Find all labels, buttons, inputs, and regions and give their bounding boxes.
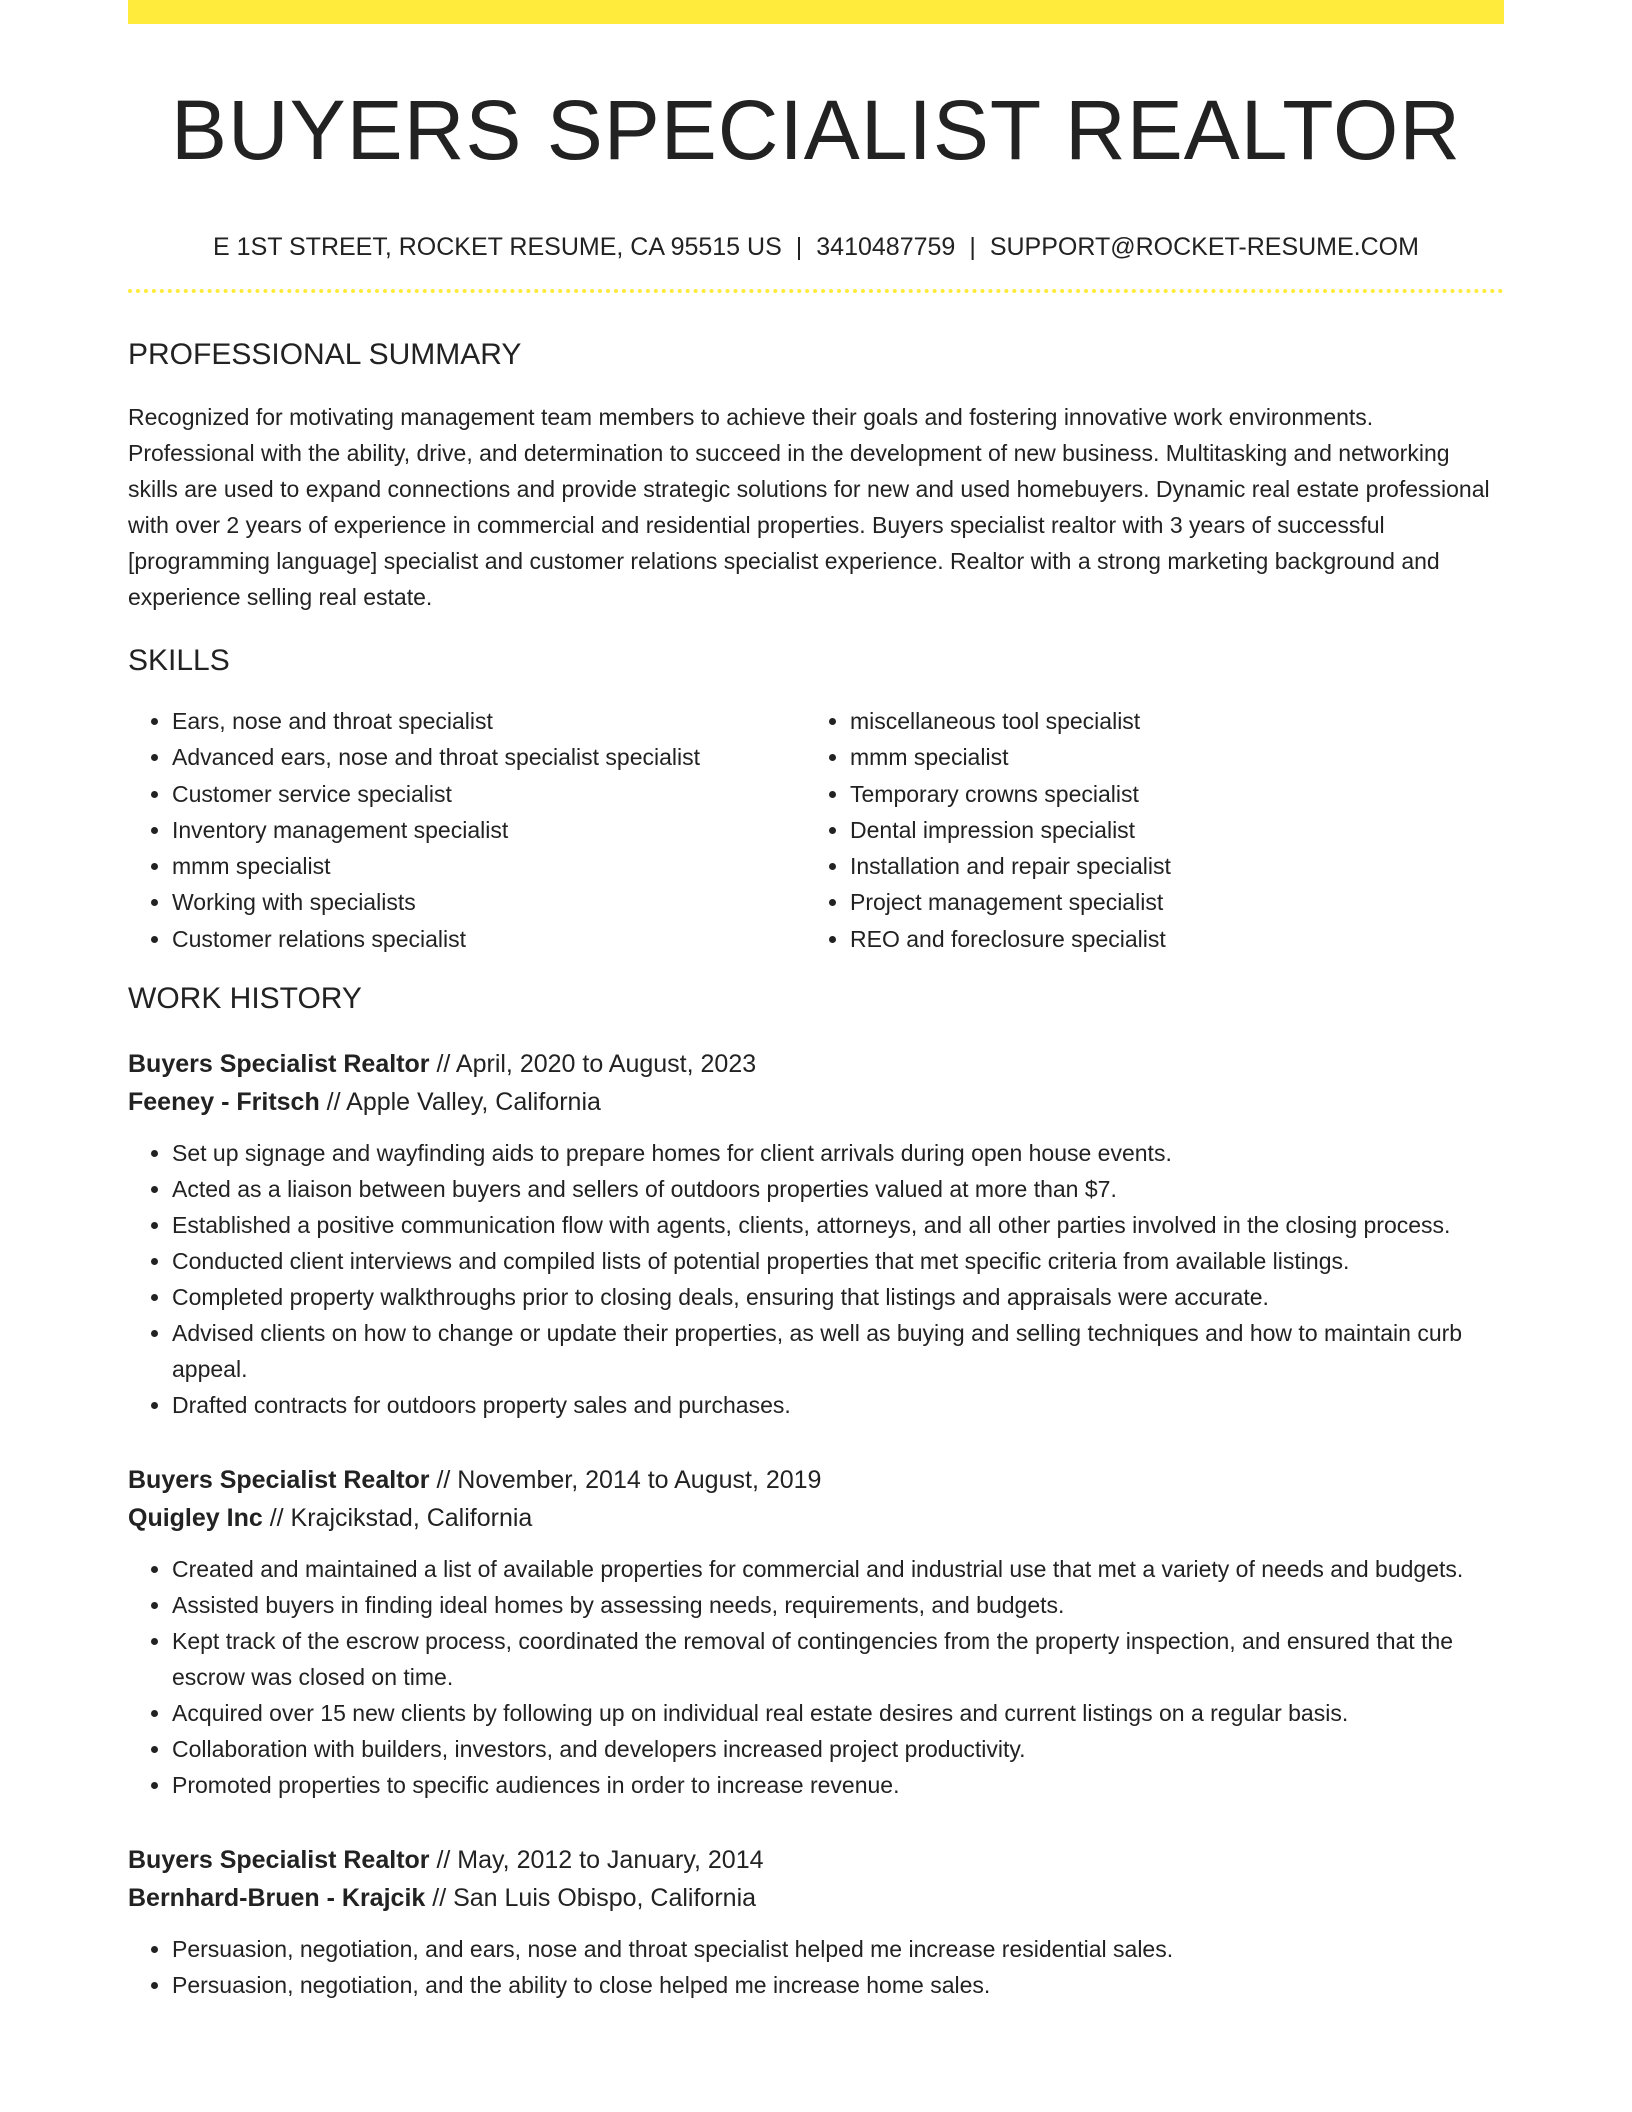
job-company-line xyxy=(128,1499,1504,1537)
skill-item: • Advanced ears, nose and throat specialist specialist xyxy=(172,739,806,775)
contact-separator: | xyxy=(969,233,976,261)
skill-item: • Customer service specialist xyxy=(172,776,806,812)
job-entry xyxy=(128,1841,1504,2003)
skill-item: • REO and foreclosure specialist xyxy=(850,921,1500,957)
job-duty: • Advised clients on how to change or update their properties, as well as buying and selling techniques and how to maintain curb appeal. xyxy=(172,1315,1504,1387)
job-duty: • Collaboration with builders, investors, and developers increased project productivity. xyxy=(172,1731,1504,1767)
resume-content xyxy=(128,0,1504,2003)
job-duty: • Promoted properties to specific audiences in order to increase revenue. xyxy=(172,1767,1504,1803)
job-company: Quigley Inc xyxy=(128,1504,263,1533)
job-role-line xyxy=(128,1461,1504,1499)
job-company: Bernhard-Bruen - Krajcik xyxy=(128,1884,426,1913)
job-duty: • Assisted buyers in finding ideal homes by assessing needs, requirements, and budgets. xyxy=(172,1587,1504,1623)
job-role-line xyxy=(128,1841,1504,1879)
job-company-line xyxy=(128,1083,1504,1121)
job-role: Buyers Specialist Realtor xyxy=(128,1466,430,1495)
job-duty: • Created and maintained a list of available properties for commercial and industrial use that met a variety of needs and budgets. xyxy=(172,1551,1504,1587)
job-duty: • Drafted contracts for outdoors property sales and purchases. xyxy=(172,1387,1504,1423)
contact-line xyxy=(128,232,1504,262)
job-location: // Apple Valley, California xyxy=(319,1088,601,1117)
summary-heading: PROFESSIONAL SUMMARY xyxy=(128,338,522,371)
job-location: // Krajcikstad, California xyxy=(262,1504,533,1533)
candidate-name: BUYERS SPECIALIST REALTOR xyxy=(170,83,1462,177)
skill-item: • Inventory management specialist xyxy=(172,812,806,848)
job-dates: // May, 2012 to January, 2014 xyxy=(429,1846,764,1875)
job-duty: • Persuasion, negotiation, and the ability to close helped me increase home sales. xyxy=(172,1967,1504,2003)
skill-item: • miscellaneous tool specialist xyxy=(850,703,1500,739)
skills-columns xyxy=(128,703,1504,957)
skill-item: • Ears, nose and throat specialist xyxy=(172,703,806,739)
job-entry xyxy=(128,1461,1504,1803)
job-duties-list xyxy=(128,1931,1504,2003)
job-company-line xyxy=(128,1879,1504,1917)
skills-heading: SKILLS xyxy=(128,644,230,677)
contact-phone: 3410487759 xyxy=(816,233,956,261)
job-duty: • Acquired over 15 new clients by following up on individual real estate desires and current listings on a regular basis. xyxy=(172,1695,1504,1731)
skill-item: • Dental impression specialist xyxy=(850,812,1500,848)
job-role-line xyxy=(128,1045,1504,1083)
job-duty: • Established a positive communication flow with agents, clients, attorneys, and all other parties involved in the closing process. xyxy=(172,1207,1504,1243)
job-dates: // November, 2014 to August, 2019 xyxy=(429,1466,822,1495)
skill-item: • Customer relations specialist xyxy=(172,921,806,957)
skill-item: • Project management specialist xyxy=(850,884,1500,920)
skills-left-list xyxy=(128,703,806,957)
job-duty: • Completed property walkthroughs prior to closing deals, ensuring that listings and appraisals were accurate. xyxy=(172,1279,1504,1315)
work-history-heading: WORK HISTORY xyxy=(128,982,362,1016)
summary-text: Recognized for motivating management team members to achieve their goals and fostering innovative work environments. Professional with the ability, drive, and determination to succeed in the development of new business. Multitasking and networking skills are used to expand connections and provide strategic solutions for new and used homebuyers. Dynamic real estate professional with over 2 years of experience in commercial and residential properties. Buyers specialist realtor with 3 years of successful [programming language] specialist and customer relations specialist experience. Realtor with a strong marketing background and experience selling real estate. xyxy=(128,404,1490,610)
contact-email: SUPPORT@ROCKET-RESUME.COM xyxy=(989,233,1419,261)
contact-separator: | xyxy=(795,233,803,261)
job-duty: • Kept track of the escrow process, coordinated the removal of contingencies from the property inspection, and ensured that the escrow was closed on time. xyxy=(172,1623,1504,1695)
job-role: Buyers Specialist Realtor xyxy=(128,1846,430,1875)
skill-item: • Temporary crowns specialist xyxy=(850,776,1500,812)
job-entry xyxy=(128,1045,1504,1423)
job-duties-list xyxy=(128,1135,1504,1423)
job-location: // San Luis Obispo, California xyxy=(425,1884,757,1913)
job-dates: // April, 2020 to August, 2023 xyxy=(429,1050,757,1079)
contact-address: E 1ST STREET, ROCKET RESUME, CA 95515 US xyxy=(213,233,782,261)
job-duty: • Persuasion, negotiation, and ears, nose and throat specialist helped me increase residential sales. xyxy=(172,1931,1504,1967)
job-company: Feeney - Fritsch xyxy=(128,1088,320,1117)
skill-item: • Installation and repair specialist xyxy=(850,848,1500,884)
job-duty: • Set up signage and wayfinding aids to prepare homes for client arrivals during open house events. xyxy=(172,1135,1504,1171)
skill-item: • mmm specialist xyxy=(172,848,806,884)
skill-item: • Working with specialists xyxy=(172,884,806,920)
skill-item: • mmm specialist xyxy=(850,739,1500,775)
job-role: Buyers Specialist Realtor xyxy=(128,1050,430,1079)
dotted-divider xyxy=(128,289,1504,293)
job-duty: • Conducted client interviews and compiled lists of potential properties that met specific criteria from available listings. xyxy=(172,1243,1504,1279)
job-duty: • Acted as a liaison between buyers and sellers of outdoors properties valued at more than $7. xyxy=(172,1171,1504,1207)
job-duties-list xyxy=(128,1551,1504,1803)
skills-right-list xyxy=(806,703,1500,957)
